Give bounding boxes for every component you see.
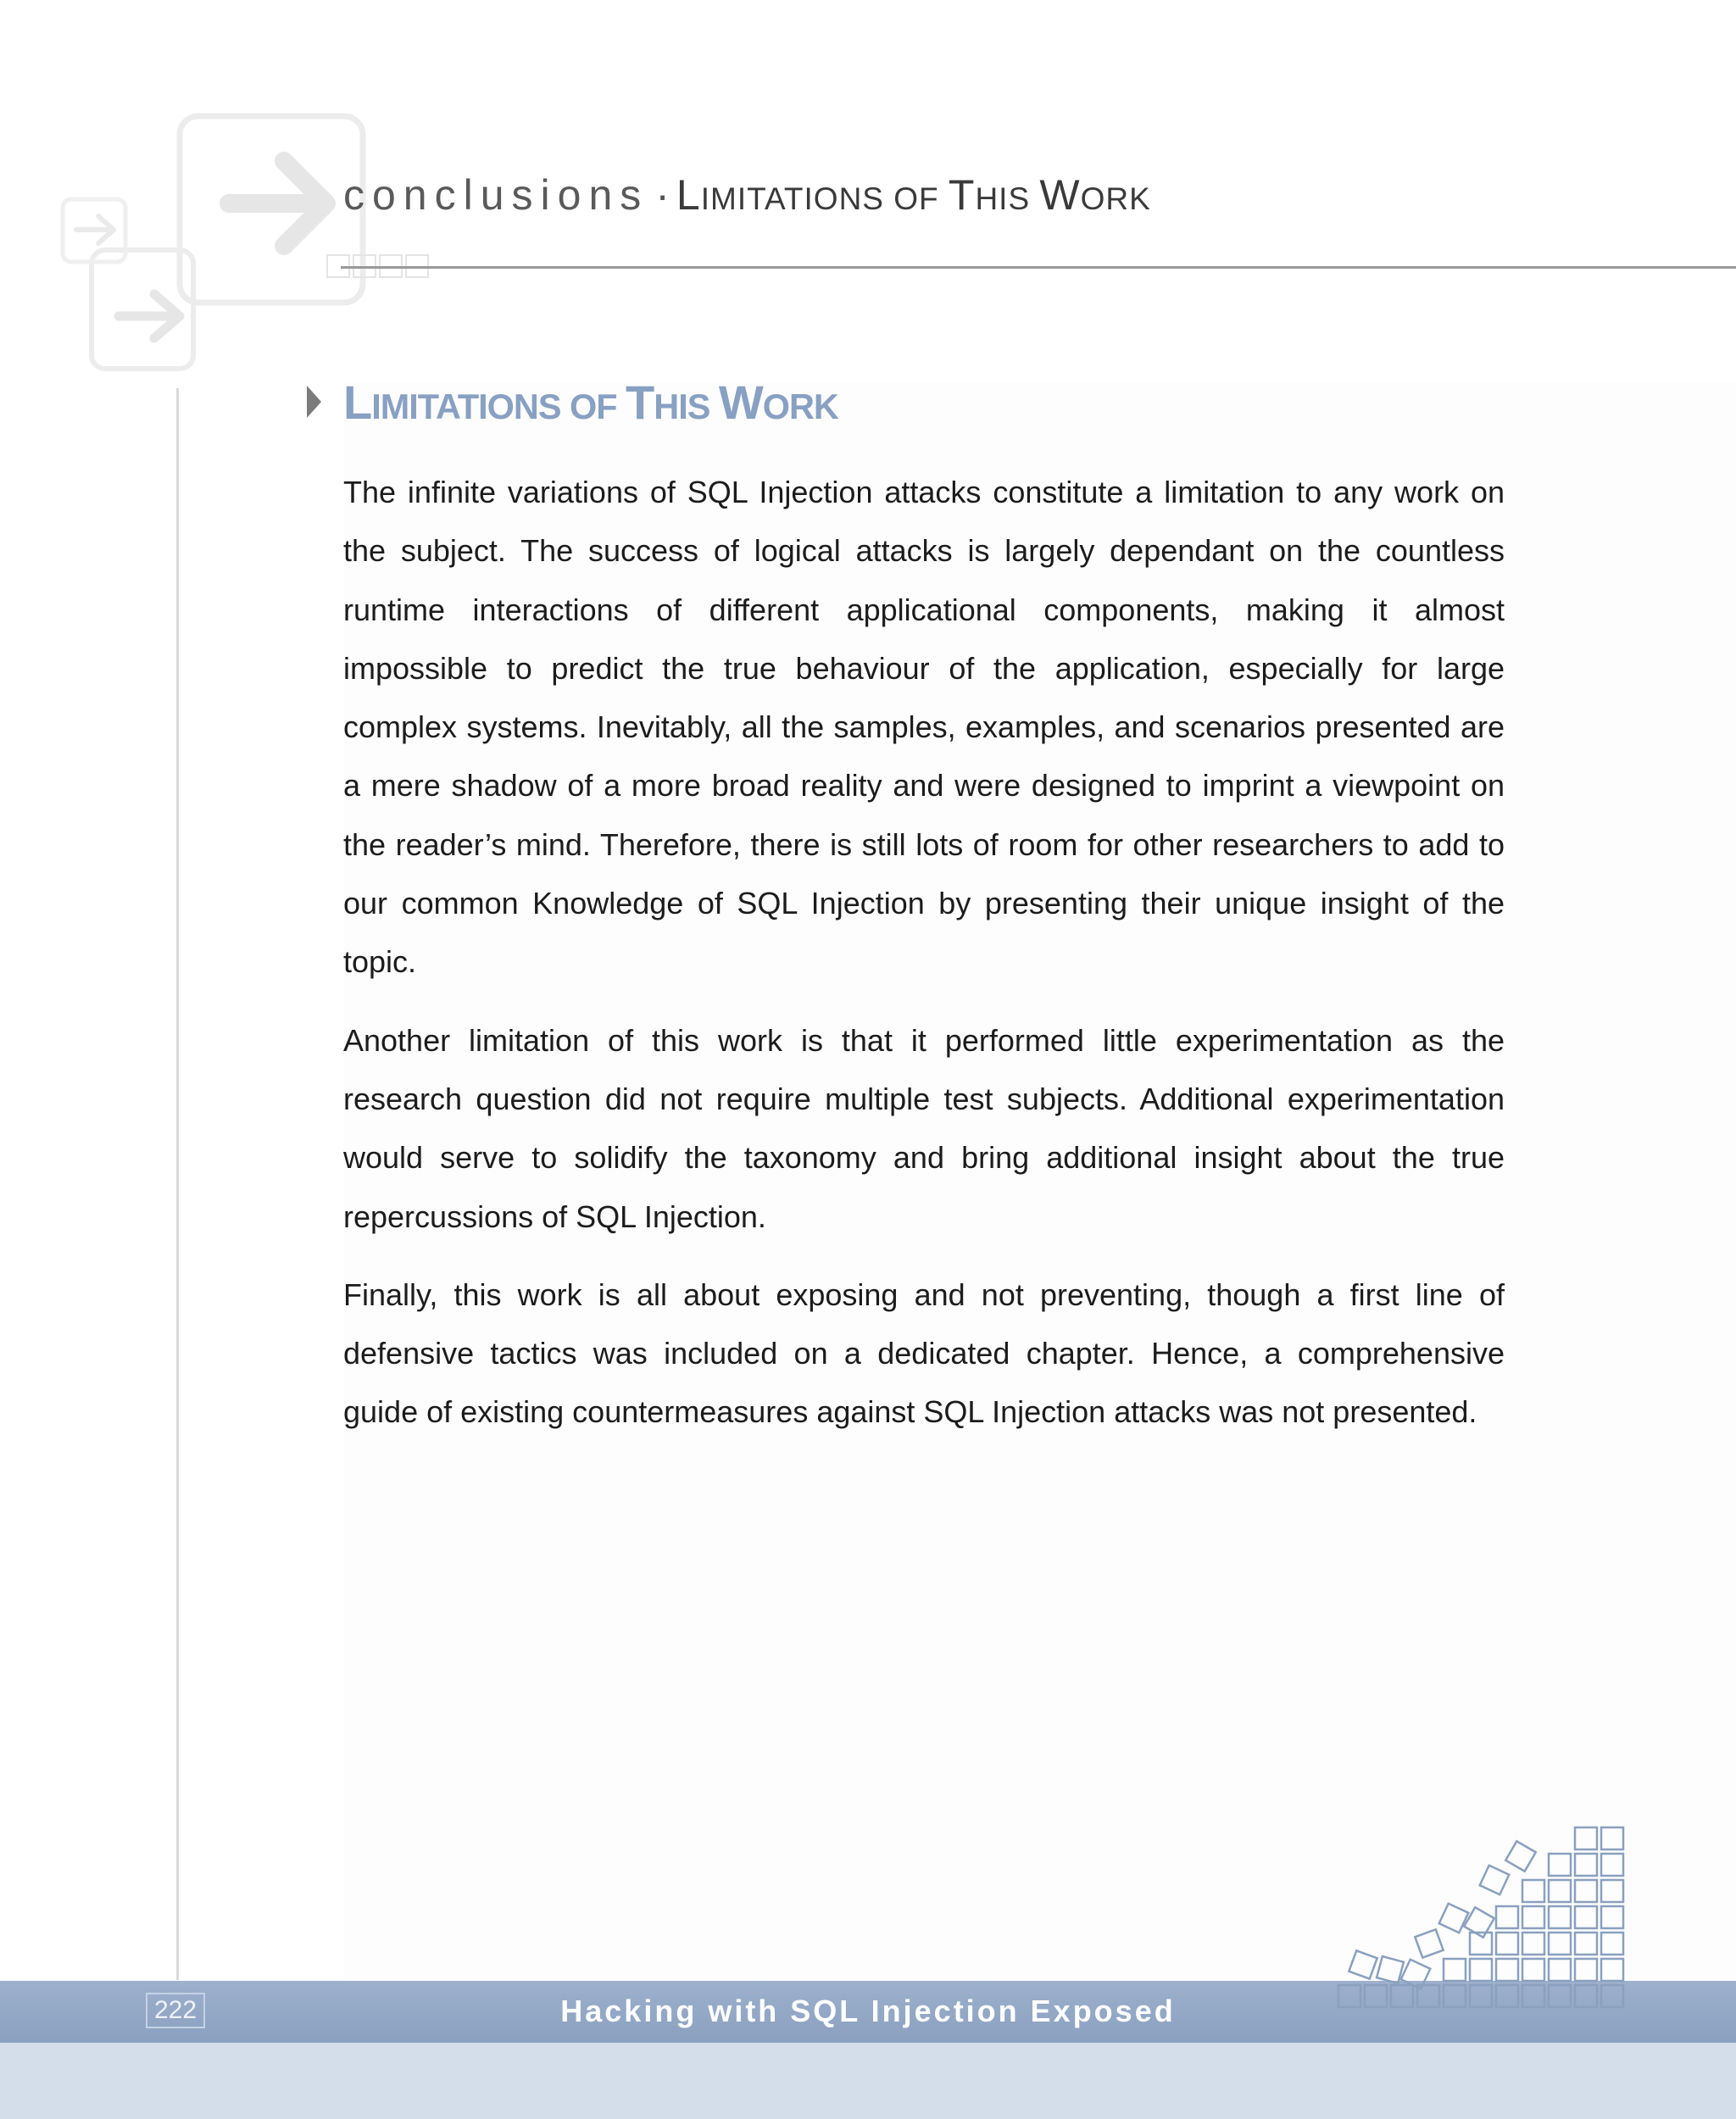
header-rule [341,266,1736,269]
decorative-square [1601,1854,1623,1876]
header-part: HIS [975,181,1040,216]
running-header [343,170,1151,225]
decorative-square [1522,1959,1544,1981]
paragraph: Finally, this work is all about exposing and not preventing, though a first line of defensive tactics was included on a dedicated chapter. Hence, a comprehensive guide of existing countermeasures against SQL Injection attacks was not presented. [343,1276,1505,1430]
decorative-square [1549,1880,1571,1902]
decorative-square [1549,1854,1571,1876]
page-number: 222 [146,1993,205,2028]
section-heading [343,373,838,437]
decorative-square [1575,1933,1597,1955]
decorative-square [1549,1933,1571,1955]
decorative-square [1496,1959,1518,1981]
left-margin-rule [176,388,179,1980]
decorative-square [1496,1906,1518,1928]
decorative-square [1444,1959,1466,1981]
decorative-square [1575,1880,1597,1902]
decorative-squares-graphic [1318,1805,1640,2017]
header-part: L [676,171,701,219]
decorative-arrow-icons [51,106,390,386]
decorative-square [1522,1933,1544,1955]
decorative-square [1575,1854,1597,1876]
decorative-square [1505,1841,1536,1872]
decorative-square [1575,1906,1597,1928]
decorative-square [1496,1933,1518,1955]
heading-part: W [718,375,763,429]
decorative-square [1601,1959,1623,1981]
body-text [343,463,1505,1461]
footer-light-band [0,2043,1736,2119]
heading-part: IMITATIONS OF [371,387,626,426]
decorative-square [1439,1904,1469,1933]
header-section-title [676,171,1151,219]
decorative-square [1415,1929,1443,1957]
paragraph: Another limitation of this work is that it performed little experimentation as the research question did not require multiple test subjects. Additional experimentation would serve to solidify the taxonomy and bring additional insight about the true repercussions of SQL Injection. [343,1022,1505,1234]
decorative-square [1470,1959,1492,1981]
chapter-name: conclusions [343,171,649,219]
header-part: IMITATIONS OF [700,181,949,216]
decorative-square [1601,1880,1623,1902]
decorative-square [1549,1959,1571,1981]
decorative-square [1480,1866,1510,1895]
decorative-square [1601,1933,1623,1955]
decorative-square [1349,1950,1377,1978]
header-part: ORK [1080,181,1151,216]
decorative-square [1601,1827,1623,1849]
decorative-square [1522,1880,1544,1902]
heading-part: T [626,375,654,429]
decorative-square [1601,1906,1623,1928]
heading-part: ORK [762,387,838,426]
header-part: T [948,171,976,219]
header-separator: · [655,171,670,219]
decorative-square [1575,1827,1597,1849]
decorative-square [1377,1956,1404,1983]
decorative-square [1549,1906,1571,1928]
header-part: W [1039,171,1081,219]
heading-part: HIS [654,387,719,426]
heading-part: L [343,375,372,429]
section-triangle-icon [307,386,321,418]
decorative-square [1575,1959,1597,1981]
decorative-square [1522,1906,1544,1928]
footer-book-title: Hacking with SQL Injection Exposed [560,1994,1176,2028]
paragraph: The infinite variations of SQL Injection attacks constitute a limitation to any work on the subject. The success of logical attacks is largely dependant on the countless runtime interactions of different applicational components, making it almost impossible to predict the true behaviour of the application, especially for large complex systems. Inevitably, all the samples, examples, and scenarios presented are a mere shadow of a more broad reality and were designed to imprint a viewpoint on the reader’s mind. Therefore, there is still lots of room for other researchers to add to our common Knowledge of SQL Injection by presenting their unique insight of the topic. [343,475,1505,980]
